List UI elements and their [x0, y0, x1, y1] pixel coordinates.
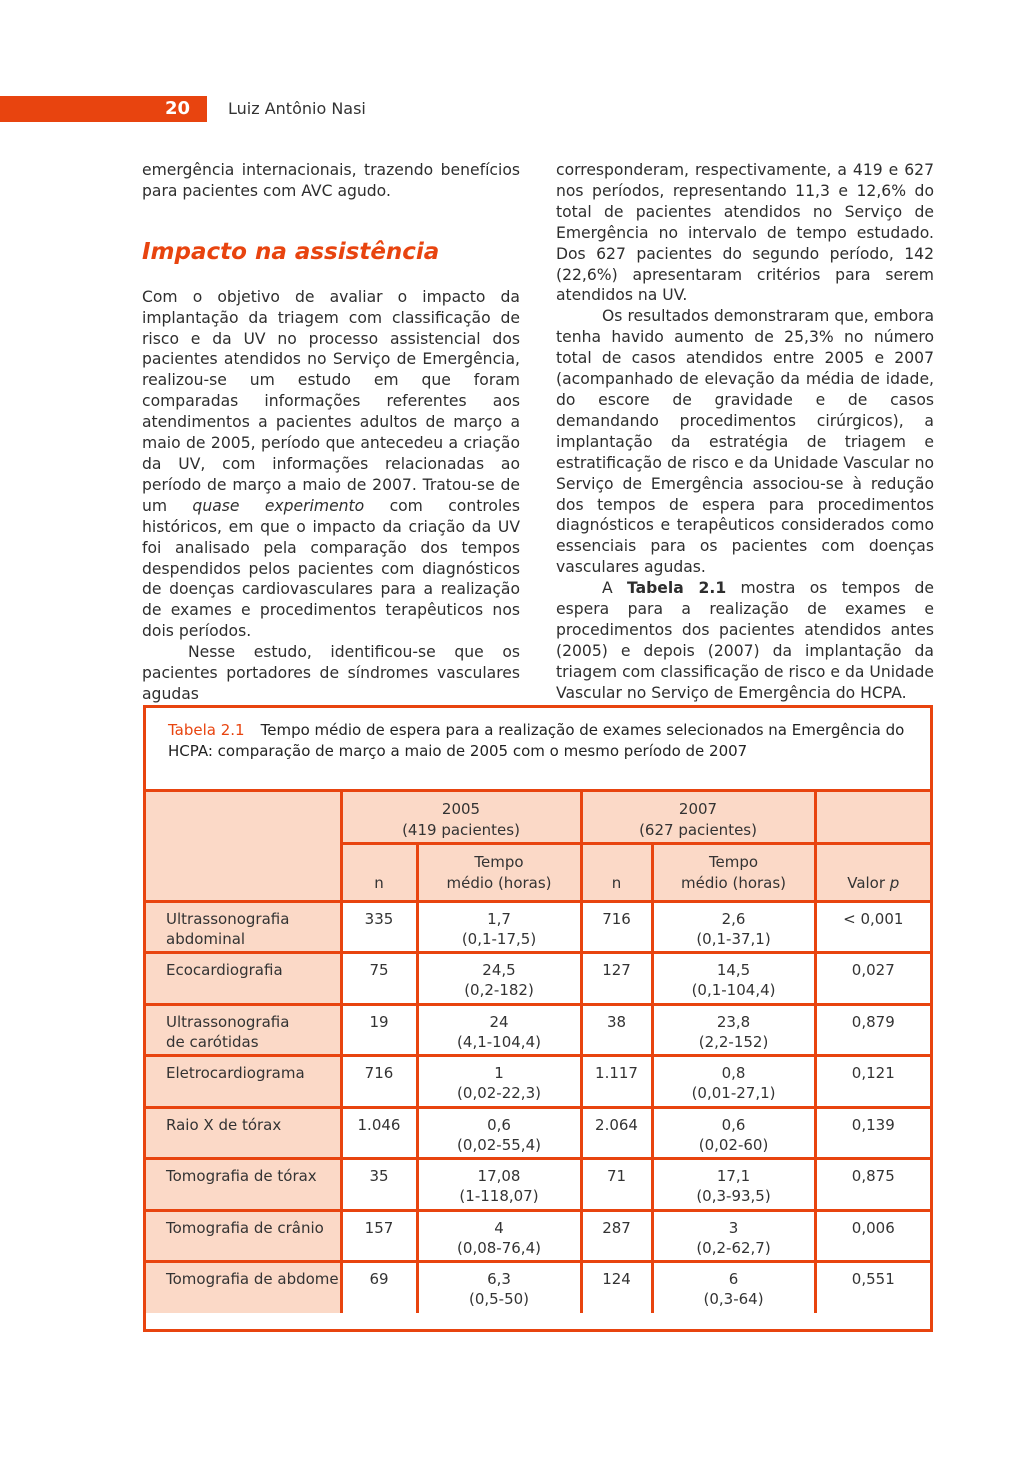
corner-cell: [146, 792, 341, 901]
valor-p: 0,006: [815, 1210, 930, 1262]
table-reference: Tabela 2.1: [627, 579, 727, 598]
tempo-2005: 24 (4,1-104,4): [417, 1004, 581, 1056]
header-2005: 2005 (419 pacientes): [341, 792, 581, 843]
n-2007: 716: [581, 901, 652, 953]
n-2007: 1.117: [581, 1056, 652, 1108]
right-column: [556, 160, 934, 704]
table-row: [146, 1159, 930, 1211]
tempo-2005: 4 (0,08-76,4): [417, 1210, 581, 1262]
header-n-2005: n: [341, 843, 417, 901]
tempo-2007: 17,1 (0,3-93,5): [652, 1159, 815, 1211]
n-2007: 2.064: [581, 1107, 652, 1159]
valor-p: 0,551: [815, 1262, 930, 1314]
body-paragraph-3: corresponderam, respectivamente, a 419 e 627 nos períodos, representando 11,3 e 12,6% do total de pacientes atendidos no Serviço de Emergência no intervalo de tempo estudado. Dos 627 pacientes do segundo período, 142 (22,6%) apresentaram critérios para serem atendidos na UV.: [556, 161, 934, 305]
tempo-2005: 1,7 (0,1-17,5): [417, 901, 581, 953]
n-2005: 335: [341, 901, 417, 953]
valor-p: 0,139: [815, 1107, 930, 1159]
tempo-2007: 6 (0,3-64): [652, 1262, 815, 1314]
tempo-2005: 0,6 (0,02-55,4): [417, 1107, 581, 1159]
tempo-2007: 2,6 (0,1-37,1): [652, 901, 815, 953]
intro-paragraph: emergência internacionais, trazendo benefícios para pacientes com AVC agudo.: [142, 161, 520, 200]
table-row: [146, 901, 930, 953]
tempo-2007: 3 (0,2-62,7): [652, 1210, 815, 1262]
n-2005: 75: [341, 953, 417, 1005]
tempo-2007: 23,8 (2,2-152): [652, 1004, 815, 1056]
body-paragraph-1: Com o objetivo de avaliar o impacto da implantação da triagem com classificação de risco e da UV no processo assistencial dos pacientes atendidos no Serviço de Emergência, realizou-se um estudo em que foram comparadas informações referentes aos atendimentos a pacientes adultos de março a maio de 2005, período que antecedeu a criação da UV, com informações relacionadas ao período de março a maio de 2007. Tratou-se de um quase experimento com controles históricos, em que o impacto da criação da UV foi analisado pela comparação dos tempos despendidos pelos pacientes com diagnósticos de doenças cardiovasculares para a realização de exames e procedimentos terapêuticos nos dois períodos.: [142, 287, 520, 641]
header-tempo-2007: Tempo médio (horas): [652, 843, 815, 901]
left-column: [142, 160, 520, 705]
tempo-2005: 6,3 (0,5-50): [417, 1262, 581, 1314]
valor-p: 0,027: [815, 953, 930, 1005]
exam-name: Raio X de tórax: [146, 1107, 341, 1159]
exam-name: Eletrocardiograma: [146, 1056, 341, 1108]
table-label: Tabela 2.1: [168, 721, 245, 739]
header-tempo-2005: Tempo médio (horas): [417, 843, 581, 901]
tempo-2007: 0,8 (0,01-27,1): [652, 1056, 815, 1108]
header-empty: [815, 792, 930, 843]
n-2005: 35: [341, 1159, 417, 1211]
page-number: 20: [164, 98, 191, 119]
tempo-2005: 17,08 (1-118,07): [417, 1159, 581, 1211]
n-2007: 127: [581, 953, 652, 1005]
valor-p: 0,875: [815, 1159, 930, 1211]
table-2-1: [143, 705, 933, 1332]
tempo-2005: 24,5 (0,2-182): [417, 953, 581, 1005]
exam-name: Ecocardiografia: [146, 953, 341, 1005]
n-2007: 124: [581, 1262, 652, 1314]
valor-p: < 0,001: [815, 901, 930, 953]
tempo-2007: 14,5 (0,1-104,4): [652, 953, 815, 1005]
n-2005: 1.046: [341, 1107, 417, 1159]
running-head-author: Luiz Antônio Nasi: [228, 99, 366, 118]
n-2005: 157: [341, 1210, 417, 1262]
valor-p: 0,879: [815, 1004, 930, 1056]
n-2007: 38: [581, 1004, 652, 1056]
section-title: Impacto na assistência: [142, 238, 440, 265]
exam-name: Tomografia de tórax: [146, 1159, 341, 1211]
table-row: [146, 1056, 930, 1108]
n-2005: 716: [341, 1056, 417, 1108]
table-row: [146, 953, 930, 1005]
table-row: [146, 1004, 930, 1056]
table-caption: [146, 708, 930, 792]
exam-name: Tomografia de crânio: [146, 1210, 341, 1262]
valor-p: 0,121: [815, 1056, 930, 1108]
table-caption-text: Tempo médio de espera para a realização de exames selecionados na Emergência do HCPA: comparação de março a maio de 2005 com o mesmo período de 2007: [168, 721, 905, 760]
body-paragraph-2: Nesse estudo, identificou-se que os pacientes portadores de síndromes vasculares agudas: [142, 643, 520, 703]
tempo-2005: 1 (0,02-22,3): [417, 1056, 581, 1108]
header-n-2007: n: [581, 843, 652, 901]
n-2007: 71: [581, 1159, 652, 1211]
n-2005: 19: [341, 1004, 417, 1056]
header-2007: 2007 (627 pacientes): [581, 792, 815, 843]
table-row: [146, 1210, 930, 1262]
table-row: [146, 1107, 930, 1159]
exam-name: Ultrassonografia abdominal: [146, 901, 341, 953]
body-paragraph-5: A Tabela 2.1 mostra os tempos de espera para a realização de exames e procedimentos dos pacientes atendidos antes (2005) e depois (2007) da implantação da triagem com classificação de risco e da Unidade Vascular no Serviço de Emergência do HCPA.: [556, 579, 935, 702]
italic-term: quase experimento: [192, 496, 365, 515]
header-valor-p: Valor p: [815, 843, 930, 901]
tempo-2007: 0,6 (0,02-60): [652, 1107, 815, 1159]
body-paragraph-4: Os resultados demonstraram que, embora tenha havido aumento de 25,3% no número total de casos atendidos entre 2005 e 2007 (acompanhado de elevação da média de idade, do escore de gravidade e de casos demandando procedimentos cirúrgicos), a implantação da estratégia de triagem e estratificação de risco e da Unidade Vascular no Serviço de Emergência associou-se à redução dos tempos de espera para procedimentos diagnósticos e terapêuticos considerados como essenciais para os pacientes com doenças vasculares agudas.: [556, 307, 934, 577]
data-table: [146, 792, 930, 1313]
n-2007: 287: [581, 1210, 652, 1262]
table-row: [146, 1262, 930, 1314]
exam-name: Ultrassonografia de carótidas: [146, 1004, 341, 1056]
n-2005: 69: [341, 1262, 417, 1314]
exam-name: Tomografia de abdome: [146, 1262, 341, 1314]
